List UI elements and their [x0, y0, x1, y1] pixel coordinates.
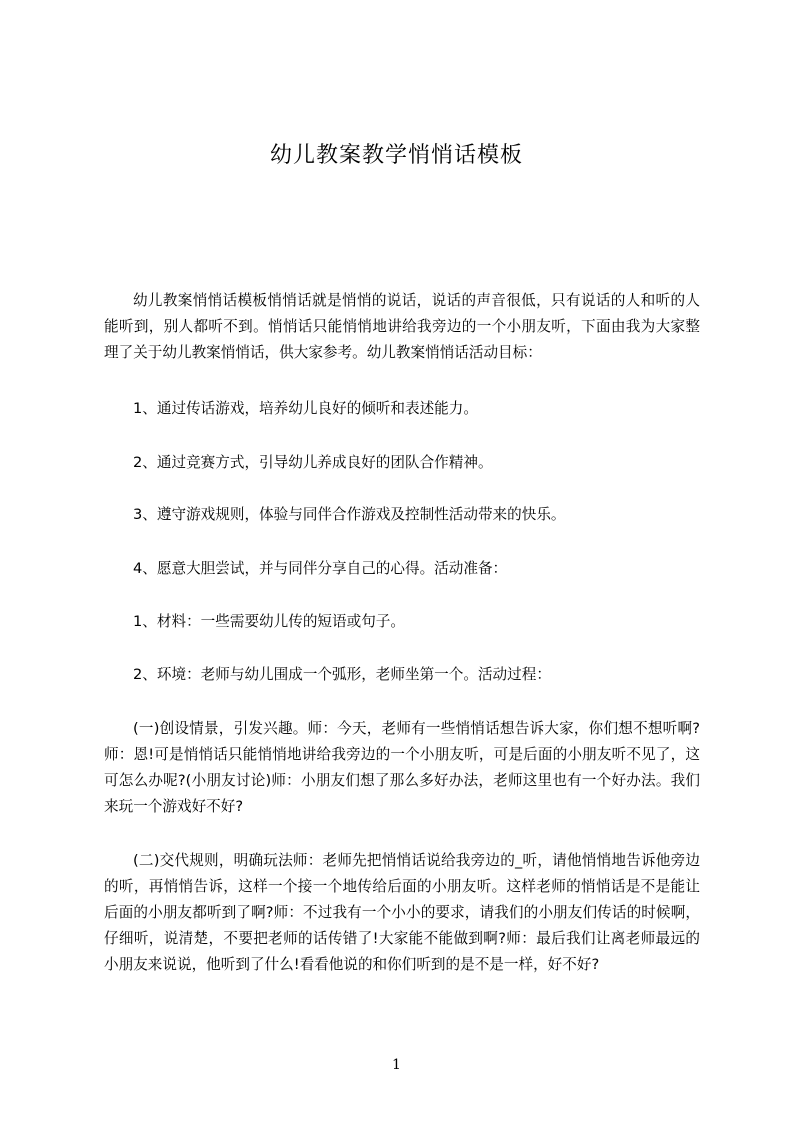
goal-item-3: 3、遵守游戏规则，体验与同伴合作游戏及控制性活动带来的快乐。 [133, 506, 566, 523]
goal-item-1: 1、通过传话游戏，培养幼儿良好的倾听和表述能力。 [133, 400, 478, 417]
goal-item-1-block [104, 396, 700, 422]
intro-paragraph-block [104, 288, 700, 366]
document-title: 幼儿教案教学悄悄话模板 [269, 143, 523, 168]
process-step-1-block [104, 716, 700, 820]
goal-item-2: 2、通过竞赛方式，引导幼儿养成良好的团队合作精神。 [133, 454, 493, 471]
prep-item-2: 2、环境：老师与幼儿围成一个弧形，老师坐第一个。活动过程： [133, 666, 551, 683]
prep-item-2-block [104, 662, 700, 688]
page-number: 1 [392, 1057, 401, 1073]
goal-item-4: 4、愿意大胆尝试，并与同伴分享自己的心得。活动准备： [133, 560, 508, 577]
intro-paragraph: 幼儿教案悄悄话模板悄悄话就是悄悄的说话，说话的声音很低，只有说话的人和听的人能听到，别人都听不到。悄悄话只能悄悄地讲给我旁边的一个小朋友听，下面由我为大家整理了关于幼儿教案悄悄话，供大家参考。幼儿教案悄悄话活动目标： [104, 292, 700, 361]
process-step-2-block [104, 848, 700, 978]
process-step-1: (一)创设情景，引发兴趣。师：今天，老师有一些悄悄话想告诉大家，你们想不想听啊?师：恩!可是悄悄话只能悄悄地讲给我旁边的一个小朋友听，可是后面的小朋友听不见了，这可怎么办呢?(小朋友讨论)师：小朋友们想了那么多好办法，老师这里也有一个好办法。我们来玩一个游戏好不好? [104, 720, 700, 815]
prep-item-1: 1、材料：一些需要幼儿传的短语或句子。 [133, 613, 405, 630]
goal-item-2-block [104, 450, 700, 476]
prep-item-1-block [104, 609, 700, 635]
process-step-2: (二)交代规则，明确玩法师：老师先把悄悄话说给我旁边的_听，请他悄悄地告诉他旁边的听，再悄悄告诉，这样一个接一个地传给后面的小朋友听。这样老师的悄悄话是不是能让后面的小朋友都听到了啊?师：不过我有一个小小的要求，请我们的小朋友们传话的时候啊，仔细听，说清楚，不要把老师的话传错了!大家能不能做到啊?师：最后我们让离老师最远的小朋友来说说，他听到了什么!看看他说的和你们听到的是不是一样，好不好? [104, 852, 700, 973]
goal-item-4-block [104, 556, 700, 582]
goal-item-3-block [104, 502, 700, 528]
